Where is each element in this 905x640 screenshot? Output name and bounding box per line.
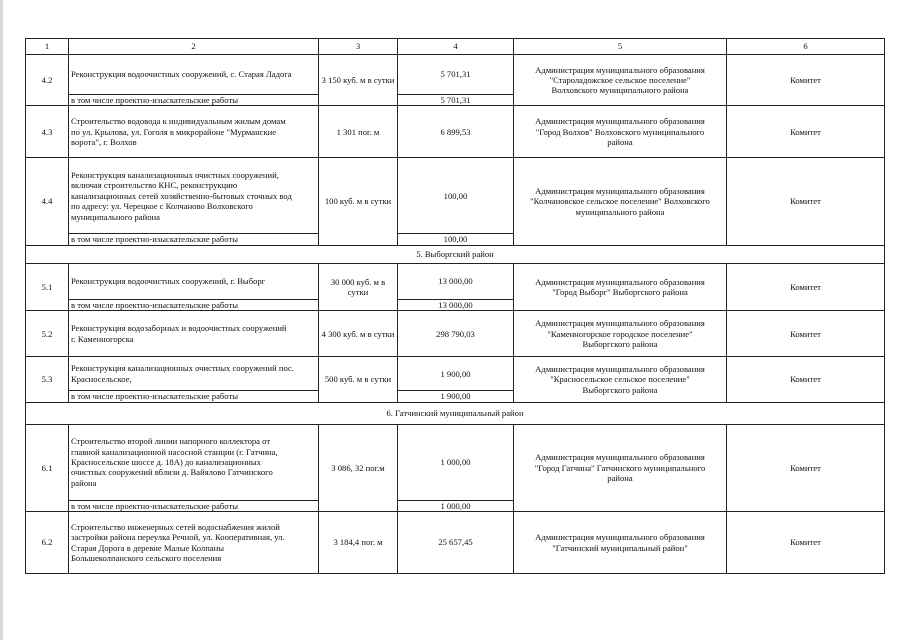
header-row — [26, 39, 885, 55]
admin-line: Выборгского района — [582, 384, 658, 395]
row-number: 5.1 — [26, 263, 69, 310]
table-row-5-1 — [26, 263, 885, 299]
table-row-5-3 — [26, 357, 885, 391]
subwork-cost: 13 000,00 — [398, 299, 514, 310]
administration — [514, 106, 727, 158]
header-col-1: 1 — [26, 39, 69, 55]
admin-line: Администрация муниципального образования — [535, 452, 705, 463]
responsible: Комитет — [727, 512, 885, 574]
name-line: Реконструкция водозаборных и водоочистных сооружений — [71, 323, 287, 334]
row-number: 5.2 — [26, 311, 69, 357]
cost: 1 000,00 — [398, 424, 514, 500]
cost: 25 657,45 — [398, 512, 514, 574]
capacity: 4 300 куб. м в сутки — [319, 311, 398, 357]
admin-line: района — [607, 473, 633, 484]
administration — [514, 263, 727, 310]
cost: 13 000,00 — [398, 263, 514, 299]
cost: 298 790,03 — [398, 311, 514, 357]
administration — [514, 357, 727, 402]
responsible: Комитет — [727, 106, 885, 158]
capacity: 1 301 пог. м — [319, 106, 398, 158]
project-name — [69, 424, 319, 500]
header-col-2: 2 — [69, 39, 319, 55]
section-title: 6. Гатчинский муниципальный район — [26, 402, 885, 424]
project-name — [69, 357, 319, 391]
name-line: по ул. Крылова, ул. Гоголя в микрорайоне "Мурманские — [71, 126, 277, 137]
admin-line: района — [607, 137, 633, 148]
table-row-4-3 — [26, 106, 885, 158]
responsible: Комитет — [727, 55, 885, 106]
capacity: 500 куб. м в сутки — [319, 357, 398, 402]
project-name: Реконструкция водоочистных сооружений, г. Выборг — [69, 263, 319, 299]
capacity: 3 150 куб. м в сутки — [319, 55, 398, 106]
capacity: 30 000 куб. м в сутки — [319, 263, 398, 310]
header-col-6: 6 — [727, 39, 885, 55]
name-line: г. Каменногорска — [71, 333, 134, 344]
table-row-4-4 — [26, 158, 885, 234]
admin-line: муниципального района — [575, 206, 665, 217]
table-row-6-2 — [26, 512, 885, 574]
responsible: Комитет — [727, 424, 885, 511]
administration — [514, 158, 727, 245]
admin-line: Выборгского района — [582, 338, 658, 349]
name-line: Красносельское шоссе д. 18А) до канализационных — [71, 456, 261, 467]
admin-line: "Красносельское сельское поселение" — [550, 374, 690, 385]
row-number: 4.3 — [26, 106, 69, 158]
table-row-5-2 — [26, 311, 885, 357]
section-row-5 — [26, 245, 885, 263]
admin-line: Администрация муниципального образования — [535, 276, 705, 287]
admin-line: Администрация муниципального образования — [535, 532, 705, 543]
name-line: главной канализационной насосной станции (г. Гатчина, — [71, 446, 278, 457]
name-line: Реконструкция канализационных очистных сооружений пос. — [71, 363, 294, 374]
subwork-label: в том числе проектно-изыскательские работы — [69, 234, 319, 245]
cost: 100,00 — [398, 158, 514, 234]
name-line: застройки района переулка Речной, ул. Кооперативная, ул. — [71, 532, 285, 543]
name-line: канализационных сетей хозяйственно-бытовых сточных вод — [71, 190, 292, 201]
subwork-cost: 1 000,00 — [398, 500, 514, 511]
admin-line: Администрация муниципального образования — [535, 186, 705, 196]
section-title: 5. Выборгский район — [26, 245, 885, 263]
project-name — [69, 512, 319, 574]
cost: 6 899,53 — [398, 106, 514, 158]
name-line: Старая Дорога в деревне Малые Колпаны — [71, 542, 224, 553]
table-row-4-2 — [26, 55, 885, 95]
admin-line: Волховского муниципального района — [551, 85, 689, 96]
capacity: 100 куб. м в сутки — [319, 158, 398, 245]
admin-line: Администрация муниципального образования — [535, 363, 705, 374]
subwork-cost: 1 900,00 — [398, 391, 514, 402]
row-number: 6.1 — [26, 424, 69, 511]
name-line: Реконструкция канализационных очистных сооружений, — [71, 169, 279, 180]
admin-line: "Колчановское сельское поселение" Волховского — [530, 196, 710, 207]
name-line: Большеколпанского сельского поселения — [71, 552, 222, 563]
subwork-label: в том числе проектно-изыскательские работы — [69, 299, 319, 310]
subwork-label: в том числе проектно-изыскательские работы — [69, 500, 319, 511]
name-line: ворота", г. Волхов — [71, 137, 137, 148]
name-line: Строительство второй линии напорного коллектора от — [71, 436, 271, 447]
project-name: Реконструкция водоочистных сооружений, с. Старая Ладога — [69, 55, 319, 95]
admin-line: Администрация муниципального образования — [535, 318, 705, 329]
administration — [514, 512, 727, 574]
admin-line: "Город Волхов" Волховского муниципального — [535, 126, 705, 137]
administration — [514, 424, 727, 511]
header-col-4: 4 — [398, 39, 514, 55]
responsible: Комитет — [727, 158, 885, 245]
subwork-label: в том числе проектно-изыскательские работы — [69, 391, 319, 402]
administration — [514, 311, 727, 357]
name-line: по адресу: ул. Черецкое с Колчаново Волховского — [71, 201, 253, 212]
project-name — [69, 106, 319, 158]
subwork-cost: 100,00 — [398, 234, 514, 245]
name-line: муниципального района — [71, 211, 160, 222]
name-line: очистных сооружений вблизи д. Вайялово Гатчинского — [71, 467, 273, 478]
name-line: Строительство инженерных сетей водоснабжения жилой — [71, 521, 280, 532]
row-number: 6.2 — [26, 512, 69, 574]
row-number: 4.4 — [26, 158, 69, 245]
capacity: 3 184,4 пог. м — [319, 512, 398, 574]
subwork-label: в том числе проектно-изыскательские работы — [69, 95, 319, 106]
responsible: Комитет — [727, 263, 885, 310]
program-table — [25, 38, 885, 574]
name-line: Строительство водовода к индивидуальным жилым домам — [71, 116, 286, 127]
header-col-5: 5 — [514, 39, 727, 55]
name-line: включая строительство КНС, реконструкцию — [71, 180, 238, 191]
admin-line: "Староладожское сельское поселение" — [549, 75, 691, 85]
admin-line: "Город Выборг" Выборгского района — [552, 287, 688, 298]
section-row-6 — [26, 402, 885, 424]
capacity: 3 086, 32 пог.м — [319, 424, 398, 511]
row-number: 5.3 — [26, 357, 69, 402]
cost: 1 900,00 — [398, 357, 514, 391]
table-row-6-1 — [26, 424, 885, 500]
admin-line: Администрация муниципального образования — [535, 116, 705, 127]
admin-line: "Город Гатчина" Гатчинского муниципального — [534, 462, 706, 473]
name-line: района — [71, 477, 97, 488]
administration — [514, 55, 727, 106]
project-name — [69, 158, 319, 234]
admin-line: "Гатчинский муниципальный район" — [552, 542, 688, 553]
responsible: Комитет — [727, 311, 885, 357]
project-name — [69, 311, 319, 357]
header-col-3: 3 — [319, 39, 398, 55]
admin-line: Администрация муниципального образования — [535, 64, 705, 75]
cost: 5 701,31 — [398, 55, 514, 95]
row-number: 4.2 — [26, 55, 69, 106]
subwork-cost: 5 701,31 — [398, 95, 514, 106]
responsible: Комитет — [727, 357, 885, 402]
scan-edge — [0, 0, 3, 640]
name-line: Красносельское, — [71, 373, 132, 384]
admin-line: "Каменногорское городское поселение" — [547, 328, 693, 339]
